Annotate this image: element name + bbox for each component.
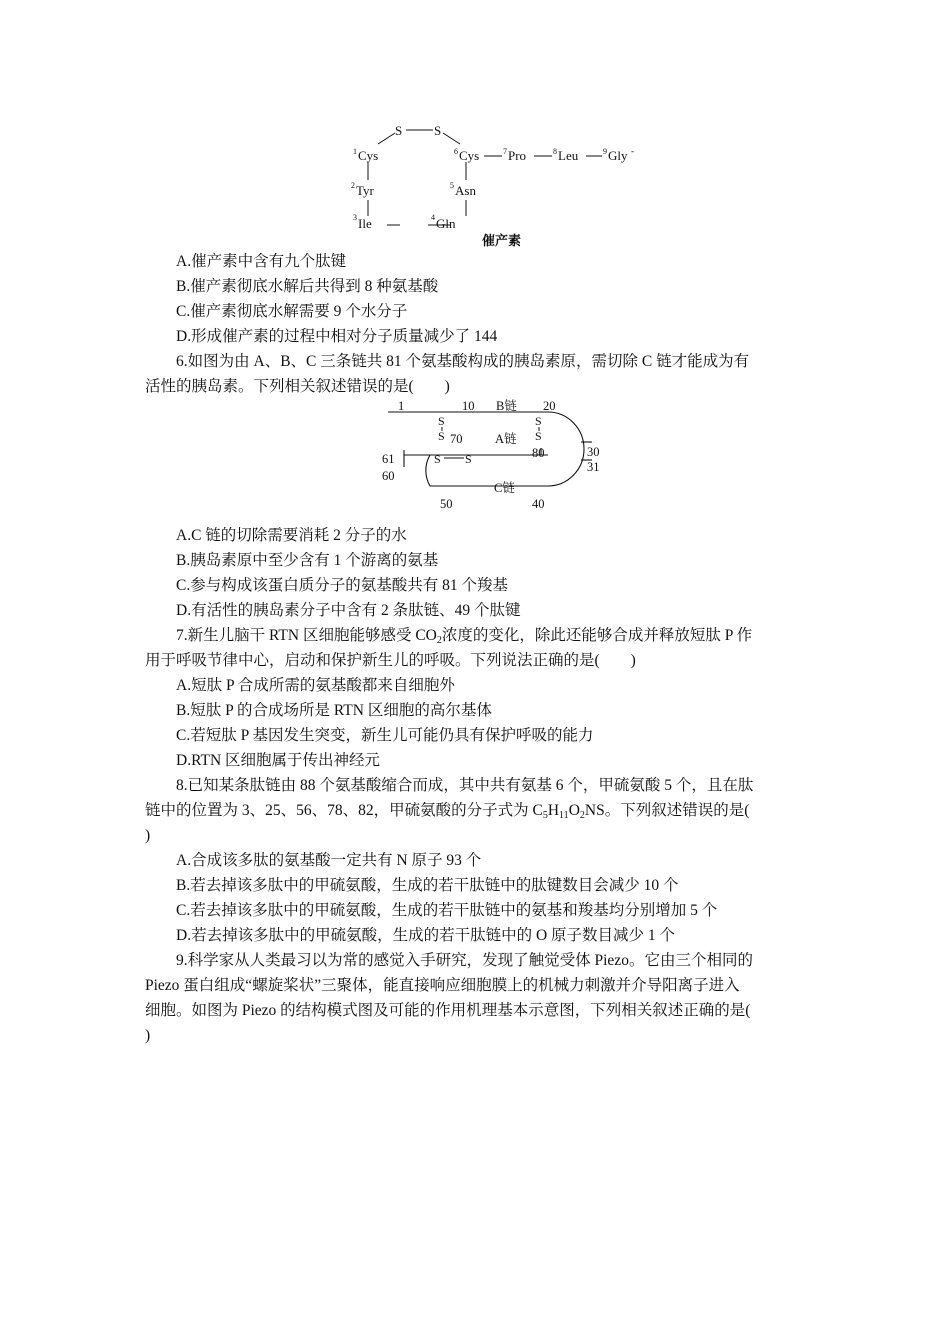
q7-stem-part1: 7.新生儿脑干 RTN 区细胞能够感受 CO <box>176 627 437 644</box>
label-80: 80 <box>532 446 545 460</box>
residue-num-5: 5 <box>450 181 454 190</box>
s-a-right: S <box>465 452 472 466</box>
residue-tyr: Tyr <box>356 183 374 198</box>
q8-stem-part2: NS。下列叙述错误的是( <box>584 802 750 819</box>
residue-num-1: 1 <box>353 147 357 156</box>
q6-stem-line2: 活性的胰岛素。下列相关叙述错误的是( ) <box>145 378 450 395</box>
q9-stem-line4: ) <box>145 1027 151 1044</box>
q6-option-d: D.有活性的胰岛素分子中含有 2 条肽链、49 个肽键 <box>176 602 521 619</box>
residue-gln: Gln <box>436 216 456 231</box>
residue-num-4: 4 <box>431 213 435 222</box>
label-40: 40 <box>532 497 545 511</box>
label-b-chain: B链 <box>496 399 517 413</box>
q8-stem-line3: ) <box>145 827 151 844</box>
q8-option-d: D.若去掉该多肽中的甲硫氨酸，生成的若干肽链中的 O 原子数目减少 1 个 <box>176 927 676 944</box>
q8-stem-part1: 链中的位置为 3、25、56、78、82，甲硫氨酸的分子式为 C <box>145 802 543 819</box>
label-61: 61 <box>382 452 395 466</box>
q6-stem-line1: 6.如图为由 A、B、C 三条链共 81 个氨基酸构成的胰岛素原，需切除 C 链才能成为有 <box>176 353 750 370</box>
residue-gly-charge: - <box>631 146 634 156</box>
q8-stem-line2 <box>145 801 749 826</box>
label-10: 10 <box>462 399 475 413</box>
residue-num-7: 7 <box>503 147 507 156</box>
residue-leu: Leu <box>558 148 579 163</box>
oxytocin-structure-figure <box>340 118 660 253</box>
s-b-left-2: S <box>438 429 445 443</box>
q8-sub-5: 5 <box>542 810 548 821</box>
label-a-chain: A链 <box>495 432 517 446</box>
residue-gly: Gly <box>608 148 628 163</box>
q6-option-c: C.参与构成该蛋白质分子的氨基酸共有 81 个羧基 <box>176 577 508 594</box>
q5-option-a: A.催产素中含有九个肽键 <box>176 253 347 270</box>
q5-option-b: B.催产素彻底水解后共得到 8 种氨基酸 <box>176 278 439 295</box>
q8-sub-11: 11 <box>559 810 569 821</box>
q7-stem-line2: 用于呼吸节律中心，启动和保护新生儿的呼吸。下列说法正确的是( ) <box>145 652 636 669</box>
q8-option-a: A.合成该多肽的氨基酸一定共有 N 原子 93 个 <box>176 852 482 869</box>
q7-stem-line1 <box>176 626 752 651</box>
label-20: 20 <box>543 399 556 413</box>
q7-option-b: B.短肽 P 的合成场所是 RTN 区细胞的高尔基体 <box>176 702 492 719</box>
q6-option-a: A.C 链的切除需要消耗 2 分子的水 <box>176 527 407 544</box>
label-30: 30 <box>587 445 600 459</box>
q7-option-c: C.若短肽 P 基因发生突变，新生儿可能仍具有保护呼吸的能力 <box>176 727 594 744</box>
s-a-left: S <box>434 452 441 466</box>
disulfide-s-right: S <box>434 123 442 138</box>
residue-num-3: 3 <box>353 213 357 222</box>
label-c-chain: C链 <box>494 481 515 495</box>
q6-option-b: B.胰岛素原中至少含有 1 个游离的氨基 <box>176 552 439 569</box>
s-b-left-1: S <box>438 414 445 428</box>
q7-option-a: A.短肽 P 合成所需的氨基酸都来自细胞外 <box>176 677 455 694</box>
q7-stem-part2: 浓度的变化，除此还能够合成并释放短肽 P 作 <box>441 627 753 644</box>
label-1: 1 <box>398 399 405 413</box>
residue-ile: Ile <box>358 216 372 231</box>
residue-num-2: 2 <box>351 181 355 190</box>
q5-option-c: C.催产素彻底水解需要 9 个水分子 <box>176 303 408 320</box>
q8-sub-2: 2 <box>579 810 585 821</box>
q7-option-d: D.RTN 区细胞属于传出神经元 <box>176 752 381 769</box>
residue-asn: Asn <box>455 183 476 198</box>
label-70: 70 <box>450 432 463 446</box>
proinsulin-structure-figure <box>378 396 618 516</box>
q9-stem-line1: 9.科学家从人类最习以为常的感觉入手研究，发现了触觉受体 Piezo。它由三个相同的 <box>176 952 753 969</box>
q5-option-d: D.形成催产素的过程中相对分子质量减少了 144 <box>176 328 498 345</box>
q8-option-b: B.若去掉该多肽中的甲硫氨酸，生成的若干肽链中的肽键数目会减少 10 个 <box>176 877 679 894</box>
label-50: 50 <box>440 497 453 511</box>
residue-pro: Pro <box>508 148 527 163</box>
q8-option-c: C.若去掉该多肽中的甲硫氨酸，生成的若干肽链中的氨基和羧基均分别增加 5 个 <box>176 902 718 919</box>
q9-stem-line3: 细胞。如图为 Piezo 的结构模式图及可能的作用机理基本示意图，下列相关叙述正确的是( <box>145 1002 751 1019</box>
disulfide-s-left: S <box>395 123 403 138</box>
residue-cys6: Cys <box>459 148 480 163</box>
q7-co2-subscript: 2 <box>436 635 442 646</box>
residue-num-8: 8 <box>553 147 557 156</box>
residue-num-6: 6 <box>454 147 458 156</box>
label-31: 31 <box>587 460 600 474</box>
s-b-right-2: S <box>535 429 542 443</box>
q8-o: O <box>568 802 580 819</box>
residue-cys1: Cys <box>358 148 379 163</box>
s-b-right-1: S <box>535 414 542 428</box>
q8-stem-line1: 8.已知某条肽链由 88 个氨基酸缩合而成，其中共有氨基 6 个，甲硫氨酸 5 个，且在肽 <box>176 777 754 794</box>
q8-h: H <box>547 802 560 819</box>
residue-num-9: 9 <box>603 147 607 156</box>
q9-stem-line2: Piezo 蛋白组成“螺旋桨状”三聚体，能直接响应细胞膜上的机械力刺激并介导阳离子进入 <box>145 977 740 994</box>
figure-caption: 催产素 <box>482 233 522 248</box>
label-60: 60 <box>382 469 395 483</box>
